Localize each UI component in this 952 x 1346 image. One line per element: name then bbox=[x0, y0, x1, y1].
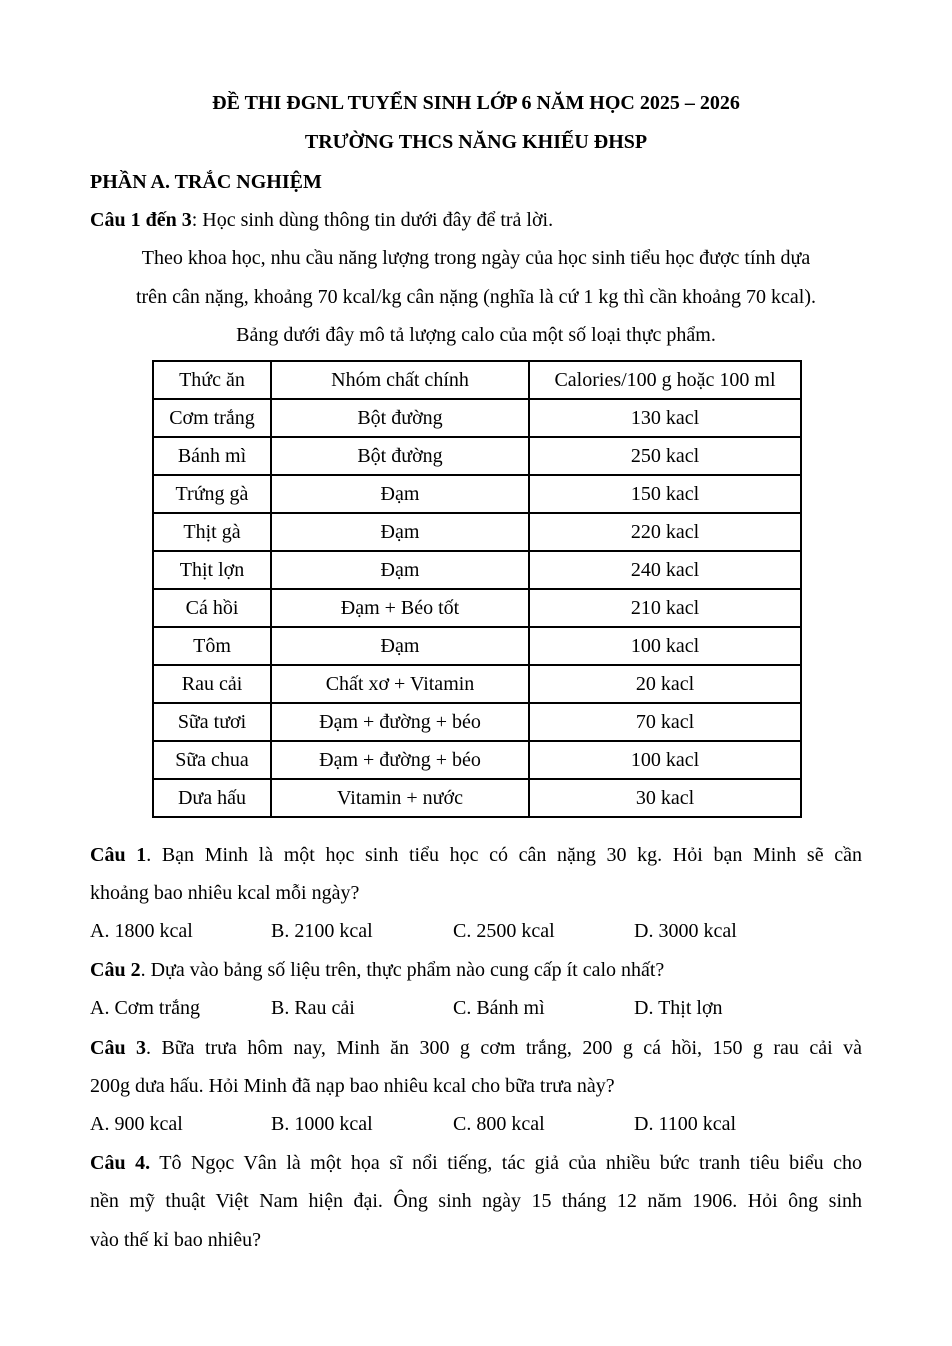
table-row bbox=[153, 475, 801, 513]
question-1-text: . Bạn Minh là một học sinh tiểu học có cân nặng 30 kg. Hỏi bạn Minh sẽ cần bbox=[146, 844, 862, 866]
table-cell: Đạm + đường + béo bbox=[271, 703, 529, 741]
question-2-line1 bbox=[90, 958, 862, 982]
table-header: Calories/100 g hoặc 100 ml bbox=[529, 361, 801, 399]
table-cell: Cơm trắng bbox=[153, 399, 271, 437]
table-cell: Bánh mì bbox=[153, 437, 271, 475]
question-2-label: Câu 2 bbox=[90, 959, 141, 981]
table-cell: Đạm bbox=[271, 513, 529, 551]
question-2-option-b: B. Rau cải bbox=[271, 997, 355, 1019]
intro-instruction bbox=[90, 208, 862, 232]
exam-title: ĐỀ THI ĐGNL TUYỂN SINH LỚP 6 NĂM HỌC 2025 – 2026 bbox=[212, 92, 740, 114]
intro-paragraph-line1: Theo khoa học, nhu cầu năng lượng trong ngày của học sinh tiểu học được tính dựa bbox=[141, 247, 811, 269]
table-row bbox=[153, 627, 801, 665]
table-cell: 150 kacl bbox=[529, 475, 801, 513]
table-cell: Chất xơ + Vitamin bbox=[271, 665, 529, 703]
question-2-option-d: D. Thịt lợn bbox=[634, 997, 723, 1019]
table-cell: Đạm + đường + béo bbox=[271, 741, 529, 779]
question-4-line2: nền mỹ thuật Việt Nam hiện đại. Ông sinh ngày 15 tháng 12 năm 1906. Hỏi ông sinh bbox=[90, 1190, 862, 1212]
question-1-option-c: C. 2500 kcal bbox=[453, 920, 555, 942]
school-name: TRƯỜNG THCS NĂNG KHIẾU ĐHSP bbox=[304, 131, 648, 153]
table-cell: Thịt lợn bbox=[153, 551, 271, 589]
table-row bbox=[153, 589, 801, 627]
question-1-option-d: D. 3000 kcal bbox=[634, 920, 737, 942]
table-cell: Sữa tươi bbox=[153, 703, 271, 741]
table-cell: 100 kacl bbox=[529, 741, 801, 779]
table-header: Nhóm chất chính bbox=[271, 361, 529, 399]
table-cell: 20 kacl bbox=[529, 665, 801, 703]
table-row bbox=[153, 779, 801, 817]
question-4-line3: vào thế kỉ bao nhiêu? bbox=[90, 1229, 262, 1251]
table-cell: 250 kacl bbox=[529, 437, 801, 475]
table-row bbox=[153, 741, 801, 779]
table-row bbox=[153, 551, 801, 589]
question-1-option-b: B. 2100 kcal bbox=[271, 920, 373, 942]
question-3-option-c: C. 800 kcal bbox=[453, 1113, 545, 1135]
table-cell: Thịt gà bbox=[153, 513, 271, 551]
table-cell: Tôm bbox=[153, 627, 271, 665]
table-cell: Trứng gà bbox=[153, 475, 271, 513]
table-cell: Đạm + Béo tốt bbox=[271, 589, 529, 627]
table-cell: Đạm bbox=[271, 627, 529, 665]
question-2-text: . Dựa vào bảng số liệu trên, thực phẩm nào cung cấp ít calo nhất? bbox=[140, 959, 665, 981]
table-cell: 240 kacl bbox=[529, 551, 801, 589]
table-cell: Vitamin + nước bbox=[271, 779, 529, 817]
question-4-line1 bbox=[90, 1151, 862, 1175]
question-1-line2: khoảng bao nhiêu kcal mỗi ngày? bbox=[90, 882, 360, 904]
table-cell: 30 kacl bbox=[529, 779, 801, 817]
table-caption: Bảng dưới đây mô tả lượng calo của một số loại thực phẩm. bbox=[236, 324, 716, 346]
question-3-option-b: B. 1000 kcal bbox=[271, 1113, 373, 1135]
table-cell: Dưa hấu bbox=[153, 779, 271, 817]
question-3-option-d: D. 1100 kcal bbox=[634, 1113, 737, 1135]
question-4-text: Tô Ngọc Vân là một họa sĩ nổi tiếng, tác giả của nhiều bức tranh tiêu biểu cho bbox=[150, 1152, 862, 1174]
question-1-line1 bbox=[90, 843, 862, 867]
table-cell: 100 kacl bbox=[529, 627, 801, 665]
table-row bbox=[153, 513, 801, 551]
table-header: Thức ăn bbox=[153, 361, 271, 399]
table-header-row bbox=[153, 361, 801, 399]
intro-text: : Học sinh dùng thông tin dưới đây để trả lời. bbox=[191, 209, 554, 231]
table-cell: Đạm bbox=[271, 551, 529, 589]
table-cell: Đạm bbox=[271, 475, 529, 513]
table-row bbox=[153, 437, 801, 475]
table-row bbox=[153, 665, 801, 703]
table-cell: Rau cải bbox=[153, 665, 271, 703]
question-4-label: Câu 4. bbox=[90, 1152, 151, 1174]
table-cell: Cá hồi bbox=[153, 589, 271, 627]
intro-paragraph-line2: trên cân nặng, khoảng 70 kcal/kg cân nặng (nghĩa là cứ 1 kg thì cần khoảng 70 kcal). bbox=[135, 286, 817, 308]
question-1-option-a: A. 1800 kcal bbox=[90, 920, 193, 942]
table-cell: 130 kacl bbox=[529, 399, 801, 437]
table-cell: 220 kacl bbox=[529, 513, 801, 551]
question-3-line1 bbox=[90, 1036, 862, 1060]
calorie-table bbox=[152, 360, 802, 818]
table-cell: Bột đường bbox=[271, 399, 529, 437]
question-1-label: Câu 1 bbox=[90, 844, 147, 866]
table-cell: 70 kacl bbox=[529, 703, 801, 741]
intro-label: Câu 1 đến 3 bbox=[90, 209, 192, 231]
table-row bbox=[153, 399, 801, 437]
table-cell: 210 kacl bbox=[529, 589, 801, 627]
question-3-option-a: A. 900 kcal bbox=[90, 1113, 183, 1135]
section-title: PHẦN A. TRẮC NGHIỆM bbox=[90, 171, 322, 193]
question-2-option-a: A. Cơm trắng bbox=[90, 997, 201, 1019]
table-cell: Bột đường bbox=[271, 437, 529, 475]
question-2-option-c: C. Bánh mì bbox=[453, 997, 545, 1019]
table-cell: Sữa chua bbox=[153, 741, 271, 779]
question-3-line2: 200g dưa hấu. Hỏi Minh đã nạp bao nhiêu kcal cho bữa trưa này? bbox=[90, 1075, 615, 1097]
question-3-label: Câu 3 bbox=[90, 1037, 147, 1059]
table-row bbox=[153, 703, 801, 741]
question-3-text: . Bữa trưa hôm nay, Minh ăn 300 g cơm trắng, 200 g cá hồi, 150 g rau cải và bbox=[146, 1037, 862, 1059]
